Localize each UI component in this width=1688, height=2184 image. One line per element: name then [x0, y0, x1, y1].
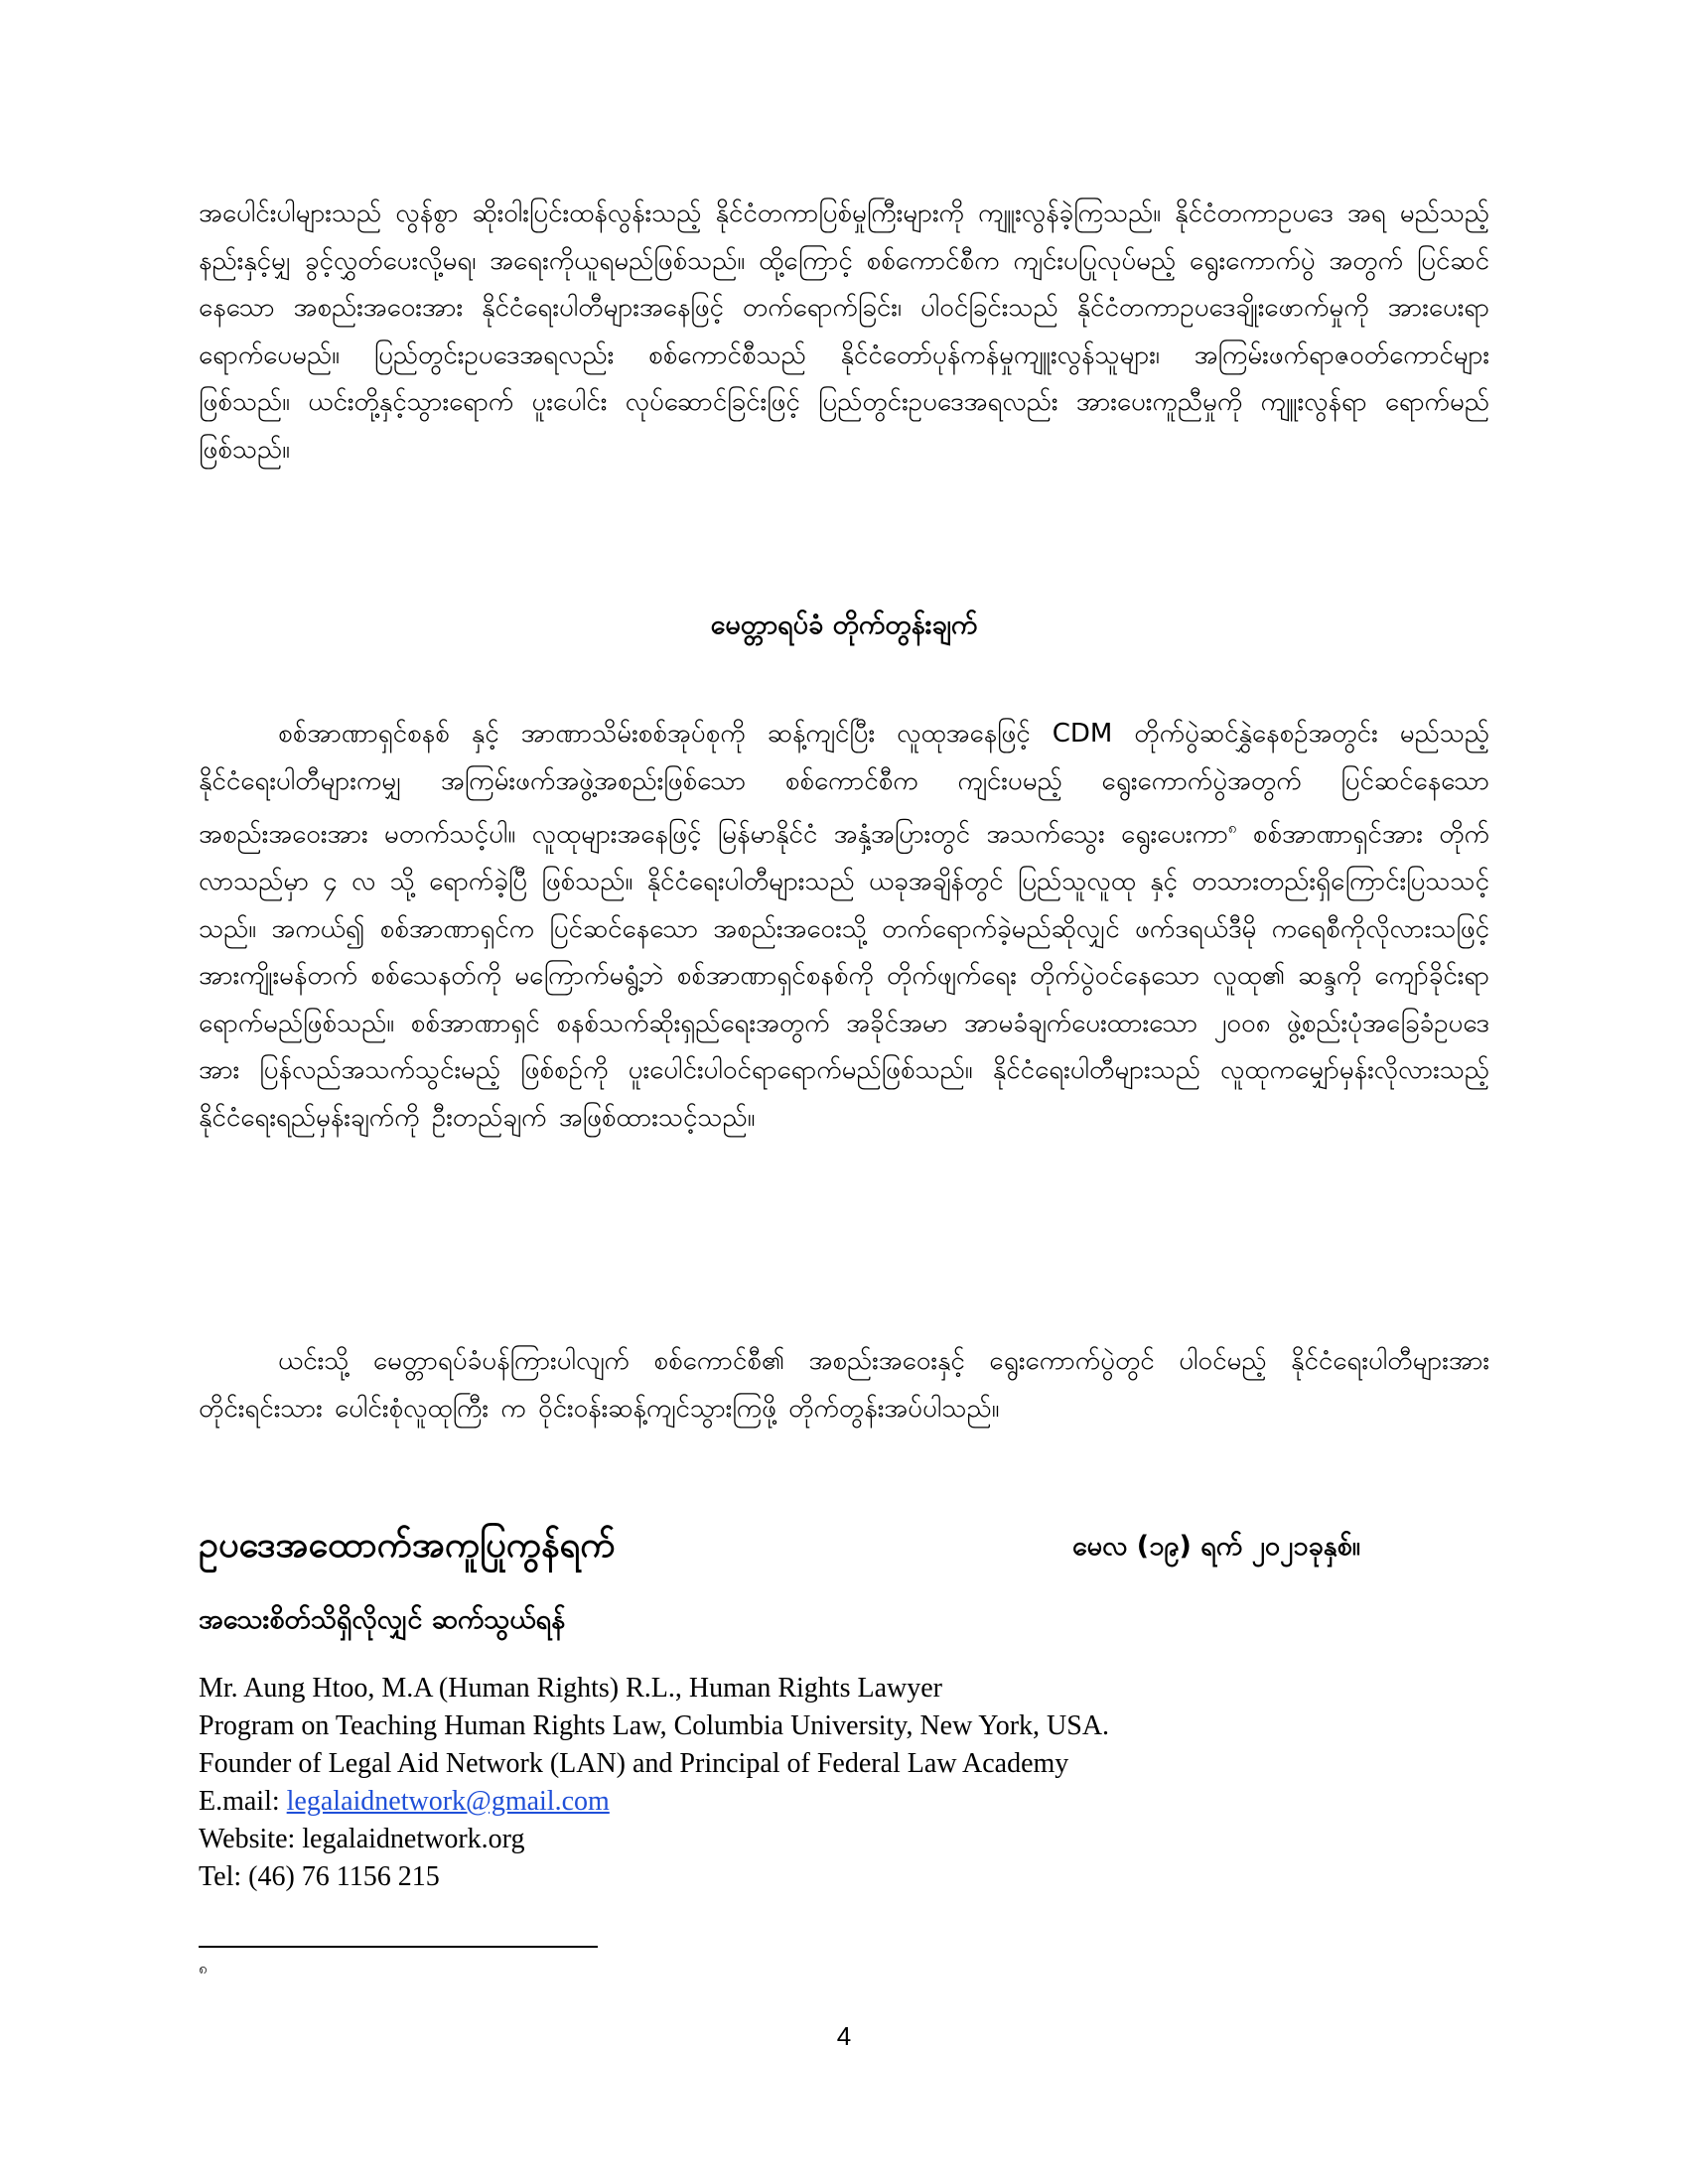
section-heading: မေတ္တာရပ်ခံ တိုက်တွန်းချက်: [710, 610, 978, 640]
document-date: မေလ (၁၉) ရက် ၂၀၂၁ခုနှစ်။: [1072, 1531, 1360, 1562]
contact-heading: အသေးစိတ်သိရှိလိုလျှင် ဆက်သွယ်ရန်: [199, 1604, 566, 1635]
paragraph-2-part-2: စစ်အာဏာရှင်အား တိုက်လာသည်မှာ ၄ လ သို့ ရောက်ခဲ့ပြီ ဖြစ်သည်။ နိုင်ငံရေးပါတီများသည် ယခုအချိန်တွင် ပြည်သူလူထု နှင့် တသားတည်းရှိကြောင်းပြသသင့်သည်။ အကယ်၍ စစ်အာဏာရှင်က ပြင်ဆင်နေသော အစည်းအဝေးသို့ တက်ရောက်ခဲ့မည်ဆိုလျှင် ဖက်ဒရယ်ဒီမို ကရေစီကိုလိုလားသဖြင့် အားကျိုးမန်တက် စစ်သေနတ်ကို မကြောက်မရွံ့ဘဲ စစ်အာဏာရှင်စနစ်ကို တိုက်ဖျက်ရေး တိုက်ပွဲဝင်နေသော လူထု၏ ဆန္ဒကို ကျော်ခိုင်းရာရောက်မည်ဖြစ်သည်။ စစ်အာဏာရှင် စနစ်သက်ဆိုးရှည်ရေးအတွက် အခိုင်အမာ အာမခံချက်ပေးထားသော ၂၀၀၈ ဖွဲ့စည်းပုံအခြေခံဥပဒေအား ပြန်လည်အသက်သွင်းမည့် ဖြစ်စဉ်ကို ပူးပေါင်းပါဝင်ရာရောက်မည်ဖြစ်သည်။ နိုင်ငံရေးပါတီများသည် လူထုကမျှော်မှန်းလိုလားသည့် နိုင်ငံရေးရည်မှန်းချက်ကို ဦးတည်ချက် အဖြစ်ထားသင့်သည်။: [199, 819, 1489, 1133]
paragraph-2-part-1: စစ်အာဏာရှင်စနစ် နှင့် အာဏာသိမ်းစစ်အုပ်စုကို ဆန့်ကျင်ပြီး လူထုအနေဖြင့် CDM တိုက်ပွဲဆင်နွှဲနေစဉ်အတွင်း မည်သည့်နိုင်ငံရေးပါတီများကမျှ အကြမ်းဖက်အဖွဲ့အစည်းဖြစ်သော စစ်ကောင်စီက ကျင်းပမည့် ရွေးကောက်ပွဲအတွက် ပြင်ဆင်နေသော အစည်းအဝေးအား မတက်သင့်ပါ။ လူထုများအနေဖြင့် မြန်မာနိုင်ငံ အနှံ့အပြားတွင် အသက်သွေး ရွေးပေးကာ: [199, 719, 1489, 850]
contact-line-tel: Tel: (46) 76 1156 215: [199, 1861, 440, 1892]
contact-line-email: [199, 1783, 1109, 1821]
organization-name: ဥပဒေအထောက်အကူပြုကွန်ရက်: [199, 1525, 616, 1566]
contact-block: [199, 1670, 1109, 1896]
paragraph-2: [199, 711, 1489, 1142]
paragraph-3: [199, 1338, 1489, 1433]
contact-line-website: Website: legalaidnetwork.org: [199, 1824, 525, 1854]
page-number: 4: [836, 2021, 852, 2051]
footnote-number: ၈: [199, 1960, 208, 1978]
paragraph-3-text: ယင်းသို့ မေတ္တာရပ်ခံပန်ကြားပါလျက် စစ်ကောင်စီ၏ အစည်းအဝေးနှင့် ရွေးကောက်ပွဲတွင် ပါဝင်မည့် နိုင်ငံရေးပါတီများအား တိုင်းရင်းသား ပေါင်းစုံလူထုကြီး က ဝိုင်းဝန်းဆန့်ကျင်သွားကြဖို့ တိုက်တွန်းအပ်ပါသည်။: [199, 1346, 1489, 1424]
footnote-reference[interactable]: ၈: [1227, 819, 1237, 837]
footnote-divider: [199, 1946, 598, 1948]
paragraph-2-text: [199, 711, 1489, 1142]
email-label: E.mail:: [199, 1786, 287, 1817]
contact-line-program: Program on Teaching Human Rights Law, Columbia University, New York, USA.: [199, 1710, 1110, 1741]
contact-line-name: Mr. Aung Htoo, M.A (Human Rights) R.L., Human Rights Lawyer: [199, 1673, 942, 1704]
email-link[interactable]: legalaidnetwork@gmail.com: [286, 1786, 610, 1817]
contact-line-founder: Founder of Legal Aid Network (LAN) and Principal of Federal Law Academy: [199, 1748, 1069, 1779]
paragraph-1-text: အပေါင်းပါများသည် လွန်စွာ ဆိုးဝါးပြင်းထန်လွန်းသည့် နိုင်ငံတကာပြစ်မှုကြီးများကို ကျူးလွန်ခဲ့ကြသည်။ နိုင်ငံတကာဥပဒေ အရ မည်သည့်နည်းနှင့်မျှ ခွင့်လွှတ်ပေးလို့မရ၊ အရေးကိုယူရမည်ဖြစ်သည်။ ထို့ကြောင့် စစ်ကောင်စီက ကျင်းပပြုလုပ်မည့် ရွေးကောက်ပွဲ အတွက် ပြင်ဆင်နေသော အစည်းအဝေးအား နိုင်ငံရေးပါတီများအနေဖြင့် တက်ရောက်ခြင်း၊ ပါဝင်ခြင်းသည် နိုင်ငံတကာဥပဒေချိုးဖောက်မှုကို အားပေးရာ ရောက်ပေမည်။ ပြည်တွင်းဥပဒေအရလည်း စစ်ကောင်စီသည် နိုင်ငံတော်ပုန်ကန်မှုကျူးလွန်သူများ၊ အကြမ်းဖက်ရာဇဝတ်ကောင်များဖြစ်သည်။ ယင်းတို့နှင့်သွားရောက် ပူးပေါင်း လုပ်ဆောင်ခြင်းဖြင့် ပြည်တွင်းဥပဒေအရလည်း အားပေးကူညီမှုကို ကျူးလွန်ရာ ရောက်မည်ဖြစ်သည်။: [199, 199, 1489, 465]
paragraph-1: [199, 191, 1489, 474]
